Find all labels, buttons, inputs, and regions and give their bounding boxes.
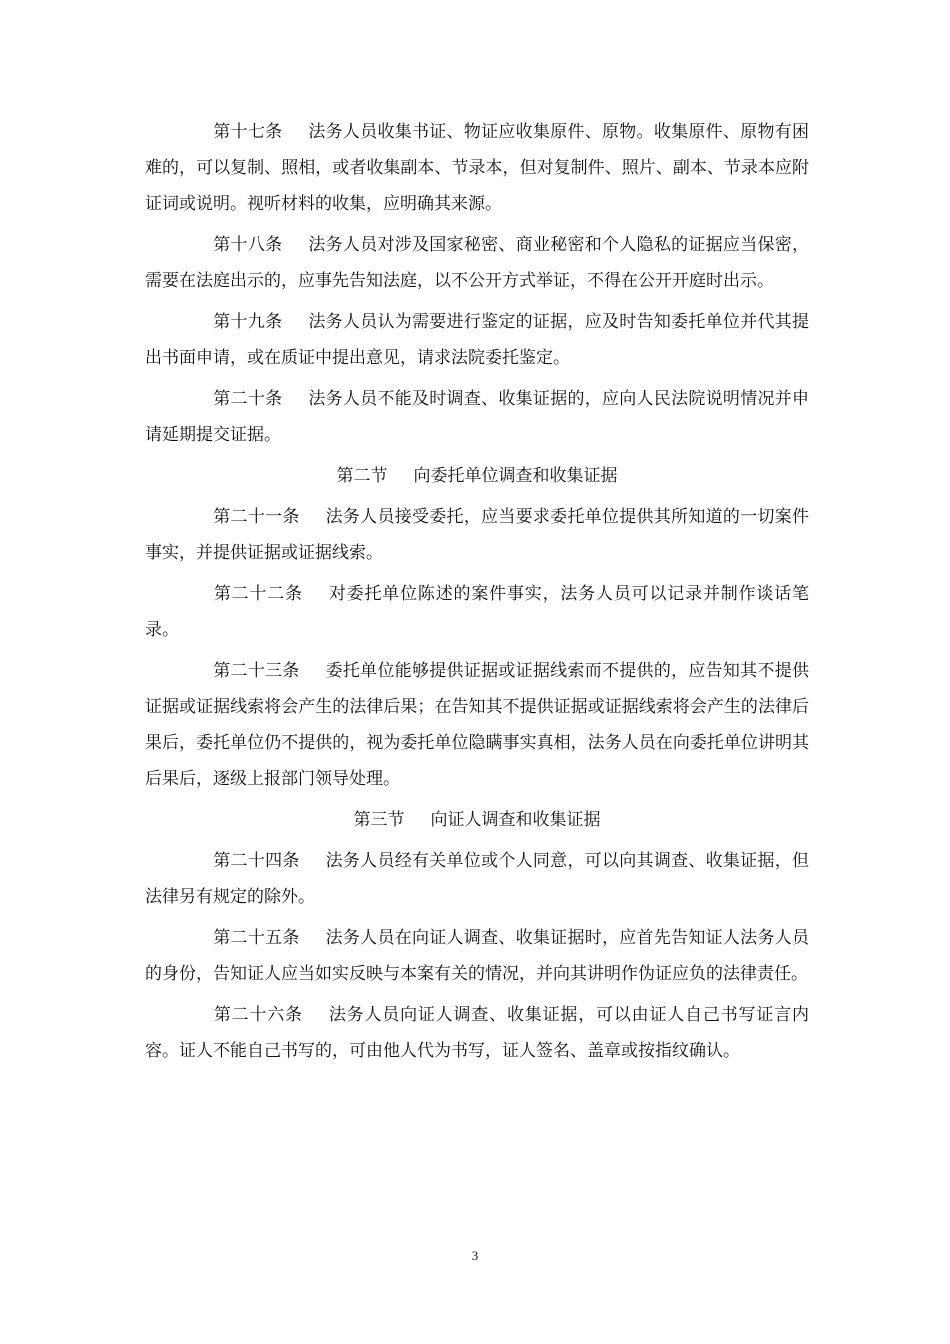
article-number: 第二十条 (213, 389, 283, 409)
section-title: 向委托单位调查和收集证据 (413, 466, 618, 486)
section-heading-2 (145, 458, 809, 494)
article-number: 第二十一条 (213, 507, 300, 527)
article-number: 第十七条 (213, 122, 283, 142)
article-number: 第十九条 (213, 312, 283, 332)
article-23 (145, 653, 809, 797)
article-24 (145, 843, 809, 915)
page-number: 3 (471, 1248, 479, 1263)
article-17 (145, 114, 809, 222)
section-heading-3 (145, 802, 809, 838)
article-25 (145, 920, 809, 992)
article-number: 第二十四条 (213, 851, 300, 871)
article-26 (145, 997, 809, 1069)
article-text: 法务人员接受委托，应当要求委托单位提供其所知道的一切案件事实，并提供证据或证据线索。 (145, 507, 810, 563)
article-text: 法务人员认为需要进行鉴定的证据，应及时告知委托单位并代其提出书面申请，或在质证中提出意见，请求法院委托鉴定。 (145, 312, 810, 368)
article-number: 第二十六条 (213, 1005, 303, 1025)
article-text: 法务人员收集书证、物证应收集原件、原物。收集原件、原物有困难的，可以复制、照相，或者收集副本、节录本，但对复制件、照片、副本、节录本应附证词或说明。视听材料的收集，应明确其来源。 (145, 122, 810, 214)
article-number: 第二十五条 (213, 928, 300, 948)
section-number: 第二节 (336, 466, 388, 486)
article-text: 法务人员向证人调查、收集证据，可以由证人自己书写证言内容。证人不能自己书写的，可由他人代为书写，证人签名、盖章或按指纹确认。 (145, 1005, 809, 1061)
article-text: 法务人员经有关单位或个人同意，可以向其调查、收集证据，但法律另有规定的除外。 (145, 851, 810, 907)
article-19 (145, 304, 809, 376)
article-text: 法务人员对涉及国家秘密、商业秘密和个人隐私的证据应当保密，需要在法庭出示的，应事先告知法庭，以不公开方式举证，不得在公开开庭时出示。 (145, 235, 810, 291)
article-text: 委托单位能够提供证据或证据线索而不提供的，应告知其不提供证据或证据线索将会产生的法律后果；在告知其不提供证据或证据线索将会产生的法律后果后，委托单位仍不提供的，视为委托单位隐瞒事实真相，法务人员在向委托单位讲明其后果后，逐级上报部门领导处理。 (145, 661, 810, 789)
article-21 (145, 499, 809, 571)
article-number: 第十八条 (213, 235, 283, 255)
section-number: 第三节 (353, 810, 405, 830)
article-22 (145, 576, 809, 648)
article-20 (145, 381, 809, 453)
section-title: 向证人调查和收集证据 (430, 810, 601, 830)
article-text: 法务人员在向证人调查、收集证据时，应首先告知证人法务人员的身份，告知证人应当如实反映与本案有关的情况，并向其讲明作伪证应负的法律责任。 (145, 928, 810, 984)
document-body (145, 114, 809, 1074)
article-number: 第二十二条 (213, 584, 303, 604)
article-number: 第二十三条 (213, 661, 300, 681)
article-18 (145, 227, 809, 299)
article-text: 法务人员不能及时调查、收集证据的，应向人民法院说明情况并申请延期提交证据。 (145, 389, 810, 445)
article-text: 对委托单位陈述的案件事实，法务人员可以记录并制作谈话笔录。 (145, 584, 809, 640)
